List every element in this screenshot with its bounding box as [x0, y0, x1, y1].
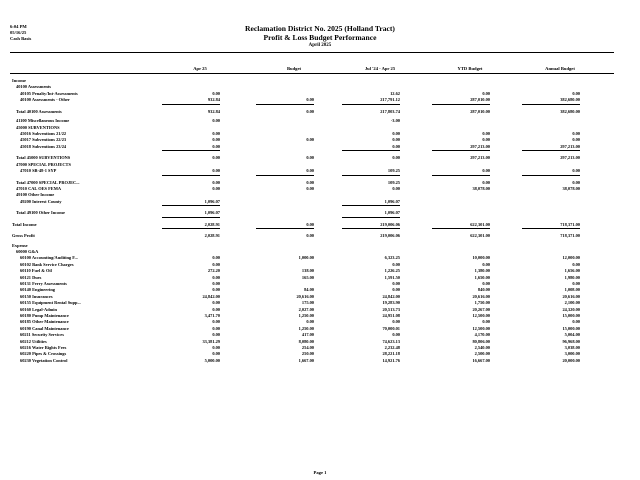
- row-value: 12.62: [390, 90, 400, 96]
- row-label: 60220 Pipes & Crossings: [20, 351, 67, 357]
- row-value: 0.00: [482, 281, 490, 286]
- row-value: 1,096.07: [204, 198, 220, 204]
- total-underline: [256, 175, 314, 176]
- row-value: 0.00: [306, 185, 314, 191]
- row-label: 60155 Equipment Rental Supp...: [20, 300, 81, 306]
- row-value: 1,656.00: [564, 268, 580, 274]
- table-row: [0, 109, 640, 116]
- row-value: 0.00: [212, 351, 220, 357]
- row-value: 217,803.74: [380, 108, 400, 114]
- row-value: 287,010.00: [470, 97, 490, 103]
- row-label: Gross Profit: [12, 233, 35, 239]
- row-value: 84.00: [304, 287, 314, 293]
- row-value: 0.00: [392, 319, 400, 325]
- row-value: 0.00: [212, 332, 220, 338]
- total-underline: [162, 228, 220, 229]
- row-value: 1,750.00: [474, 300, 490, 306]
- row-label: 40105 Penalty/Int-Assessments: [20, 90, 78, 96]
- row-value: 12,000.00: [562, 255, 580, 261]
- row-label: Total 49100 Other Income: [16, 210, 65, 216]
- row-value: 1,650.00: [474, 274, 490, 280]
- row-label: Total 47000 SPECIAL PROJEC...: [16, 179, 80, 185]
- row-value: 297,213.00: [470, 155, 490, 161]
- total-underline: [432, 175, 490, 176]
- row-value: 74,623.13: [382, 338, 400, 344]
- row-label: Total Income: [12, 221, 37, 227]
- row-value: 0.00: [392, 185, 400, 191]
- row-label: 60185 Other Maintenance: [20, 319, 69, 325]
- row-value: 0.00: [212, 261, 220, 267]
- row-value: 80,806.00: [472, 338, 490, 344]
- row-value: 1,008.00: [564, 287, 580, 293]
- row-value: 20,000.00: [562, 357, 580, 363]
- header-rule: [10, 52, 614, 53]
- row-value: 0.00: [212, 319, 220, 325]
- total-underline: [342, 175, 400, 176]
- row-value: 0.00: [212, 168, 220, 173]
- row-label: 47010 SB-48-1 SYP: [20, 168, 57, 173]
- row-label: 45018 Subventions 23/24: [20, 143, 67, 149]
- row-value: 0.00: [572, 261, 580, 267]
- row-value: 14,921.76: [382, 357, 400, 363]
- row-label: 40100 Assessments: [16, 84, 52, 90]
- row-label: 41100 Miscellaneous Income: [16, 118, 70, 124]
- row-value: 0.00: [212, 287, 220, 293]
- row-value: 840.00: [477, 287, 490, 293]
- row-value: 250.00: [301, 351, 314, 357]
- row-value: 0.00: [482, 90, 490, 96]
- total-underline: [256, 228, 314, 229]
- row-value: 622,301.00: [470, 221, 490, 227]
- row-value: 3,038.00: [564, 345, 580, 350]
- row-value: 3,000.00: [564, 351, 580, 357]
- row-value: 0.00: [392, 287, 400, 293]
- row-value: 2,100.00: [564, 300, 580, 306]
- row-label: 60216 Water Rights Fees: [20, 345, 67, 350]
- row-value: 1,250.00: [298, 325, 314, 331]
- row-value: 165.00: [301, 274, 314, 280]
- row-value: 382,680.00: [560, 97, 580, 103]
- row-value: 1,980.00: [564, 274, 580, 280]
- total-underline: [162, 104, 220, 105]
- row-value: 38,078.00: [472, 185, 490, 191]
- report-period: April 2025: [308, 43, 332, 48]
- table-row: [0, 168, 640, 175]
- row-value: 0.00: [482, 130, 490, 136]
- row-value: 0.00: [306, 168, 314, 173]
- row-value: 4,170.00: [474, 332, 490, 338]
- row-label: 60160 Legal-Admin: [20, 306, 57, 312]
- row-value: 0.00: [392, 281, 400, 286]
- row-label: 60180 Pump Maintenance: [20, 313, 69, 318]
- row-value: 2,500.00: [474, 351, 490, 357]
- total-underline: [162, 150, 220, 151]
- row-value: 0.00: [212, 90, 220, 96]
- row-value: 0.00: [572, 130, 580, 136]
- row-value: 2,232.48: [384, 345, 400, 350]
- row-value: 28,221.18: [382, 351, 400, 357]
- row-label: 60102 Bank Service Charges: [20, 261, 74, 267]
- row-value: 0.00: [572, 137, 580, 143]
- row-value: 15,000.00: [562, 313, 580, 318]
- row-value: 16,667.00: [472, 357, 490, 363]
- row-value: 1,096.07: [384, 210, 400, 216]
- row-value: 297,213.00: [560, 143, 580, 149]
- row-value: 109.25: [387, 179, 400, 185]
- row-value: 2,027.00: [298, 306, 314, 312]
- total-underline: [342, 150, 400, 151]
- row-value: 38,078.00: [562, 185, 580, 191]
- row-value: 0.00: [572, 179, 580, 185]
- total-underline: [432, 150, 490, 151]
- row-value: 0.00: [212, 306, 220, 312]
- row-label: 40100 Assessments - Other: [20, 97, 70, 103]
- row-value: 0.00: [306, 97, 314, 103]
- row-value: 622,301.00: [470, 233, 490, 239]
- row-value: 6,323.25: [384, 255, 400, 261]
- row-value: 0.00: [212, 281, 220, 286]
- row-value: 219,006.06: [380, 233, 400, 239]
- total-underline: [522, 150, 580, 151]
- row-value: 1,096.07: [384, 198, 400, 204]
- row-value: 0.00: [306, 179, 314, 185]
- row-value: 0.00: [212, 118, 220, 124]
- row-value: 24,842.00: [202, 293, 220, 299]
- row-label: Total 45000 SUBVENTIONS: [16, 155, 71, 161]
- row-label: 60230 Vegetation Control: [20, 357, 68, 363]
- row-value: 297,213.00: [470, 143, 490, 149]
- row-value: 0.00: [392, 332, 400, 338]
- row-value: 1,667.00: [298, 357, 314, 363]
- row-value: 12,500.00: [472, 325, 490, 331]
- row-value: 20,513.73: [382, 306, 400, 312]
- row-value: 8,080.00: [298, 338, 314, 344]
- row-value: 0.00: [482, 319, 490, 325]
- row-value: -3.00: [390, 118, 400, 124]
- row-value: 33,381.29: [202, 338, 220, 344]
- report-subtitle: Profit & Loss Budget Performance: [263, 33, 377, 42]
- column-header-annual-budget: Annual Budget: [545, 66, 575, 71]
- row-value: 0.00: [482, 137, 490, 143]
- row-value: 0.00: [212, 345, 220, 350]
- row-value: 0.00: [572, 168, 580, 173]
- row-label: 49200 Interest County: [20, 198, 62, 204]
- row-value: 0.00: [306, 319, 314, 325]
- row-value: 417.00: [301, 332, 314, 338]
- report-title: Reclamation District No. 2025 (Holland Tract): [245, 24, 395, 33]
- row-value: 0.00: [212, 137, 220, 143]
- row-value: 0.00: [212, 155, 220, 161]
- total-underline: [522, 228, 580, 229]
- table-row: [0, 144, 640, 151]
- table-row: [0, 222, 640, 229]
- row-label: 45017 Subventions 22/23: [20, 137, 67, 143]
- row-value: 24,951.08: [382, 313, 400, 318]
- column-header-budget: Budget: [286, 66, 302, 71]
- row-value: 0.00: [306, 233, 314, 239]
- total-underline: [432, 228, 490, 229]
- row-value: 138.00: [301, 268, 314, 274]
- row-value: 12,500.00: [472, 313, 490, 318]
- row-value: 254.00: [301, 345, 314, 350]
- row-label: 45000 SUBVENTIONS: [16, 124, 60, 130]
- row-label: 47010 CAL OES FEMA: [16, 185, 62, 191]
- row-value: 0.00: [306, 221, 314, 227]
- row-value: 20,616.00: [562, 293, 580, 299]
- row-label: 60212 Utilities: [20, 338, 47, 344]
- report-basis: Cash Basis: [10, 36, 32, 41]
- row-value: 10,000.00: [472, 255, 490, 261]
- row-label: 60190 Canal Maintenance: [20, 325, 69, 331]
- row-value: 1,096.07: [204, 210, 220, 216]
- row-value: 0.00: [572, 319, 580, 325]
- total-underline: [162, 217, 220, 218]
- table-row: [0, 97, 640, 104]
- column-header-ytd: Jul '24 - Apr 25: [364, 66, 396, 71]
- row-label: 60211 Security Services: [20, 332, 64, 338]
- row-value: 287,010.00: [470, 108, 490, 114]
- column-header-apr: Apr 25: [193, 66, 207, 71]
- row-value: 2,028.91: [204, 233, 220, 239]
- row-value: 0.00: [392, 130, 400, 136]
- row-value: 0.00: [212, 143, 220, 149]
- row-label: 60000 G&A: [16, 249, 39, 254]
- row-label: 49100 Other Income: [16, 192, 55, 198]
- row-label: Total 40100 Assessments: [16, 108, 62, 114]
- row-value: 0.00: [392, 143, 400, 149]
- report-time: 6:04 PM: [10, 24, 27, 29]
- row-value: 24,320.00: [562, 306, 580, 312]
- row-value: 1,380.00: [474, 268, 490, 274]
- row-value: 0.00: [392, 155, 400, 161]
- row-value: 5,004.00: [564, 332, 580, 338]
- row-value: 0.00: [392, 137, 400, 143]
- total-underline: [432, 104, 490, 105]
- row-value: 0.00: [212, 300, 220, 306]
- row-value: 109.25: [387, 168, 400, 173]
- row-value: 217,791.12: [380, 97, 400, 103]
- row-value: 219,006.06: [380, 221, 400, 227]
- row-value: 0.00: [482, 261, 490, 267]
- row-value: 0.00: [482, 168, 490, 173]
- row-label: Income: [12, 78, 26, 83]
- row-value: 297,213.00: [560, 155, 580, 161]
- row-value: 1,226.25: [384, 268, 400, 274]
- row-value: 96,968.00: [562, 338, 580, 344]
- row-value: 272.20: [207, 268, 220, 274]
- column-header-ytd-budget: YTD Budget: [457, 66, 483, 71]
- row-label: 60140 Engineering: [20, 287, 56, 293]
- row-value: 0.00: [212, 325, 220, 331]
- row-value: 1,591.50: [384, 274, 400, 280]
- row-value: 20,267.00: [472, 306, 490, 312]
- total-underline: [256, 104, 314, 105]
- row-value: 0.00: [572, 281, 580, 286]
- row-label: 60131 Ferry Assessments: [20, 281, 67, 286]
- row-value: 20,616.00: [296, 293, 314, 299]
- row-value: 175.00: [301, 300, 314, 306]
- row-value: 0.00: [212, 274, 220, 280]
- total-underline: [342, 205, 400, 206]
- row-value: 0.00: [212, 185, 220, 191]
- row-value: 0.00: [572, 90, 580, 96]
- row-value: 2,028.91: [204, 221, 220, 227]
- row-label: 45016 Subventions 21/22: [20, 130, 67, 136]
- row-value: 932.84: [207, 97, 220, 103]
- row-value: 0.00: [212, 255, 220, 261]
- row-label: 60150 Insurances: [20, 293, 53, 299]
- row-label: 60121 Dues: [20, 274, 42, 280]
- report-date: 05/16/25: [10, 30, 27, 35]
- total-underline: [522, 175, 580, 176]
- row-value: 2,540.00: [474, 345, 490, 350]
- row-label: 60100 Accounting/Auditing F...: [20, 255, 78, 261]
- row-label: 60110 Fuel & Oil: [20, 268, 52, 274]
- row-value: 1,000.00: [298, 255, 314, 261]
- row-value: 5,000.00: [204, 357, 220, 363]
- row-value: 718,371.00: [560, 221, 580, 227]
- total-underline: [522, 104, 580, 105]
- row-value: 718,371.00: [560, 233, 580, 239]
- total-underline: [162, 175, 220, 176]
- row-value: 19,283.90: [382, 300, 400, 306]
- total-underline: [342, 217, 400, 218]
- table-row: [0, 233, 640, 240]
- row-value: 0.00: [482, 179, 490, 185]
- row-value: 0.00: [212, 130, 220, 136]
- table-row: [0, 199, 640, 206]
- row-value: 3,471.70: [204, 313, 220, 318]
- table-row: [0, 358, 640, 365]
- row-value: 0.00: [212, 179, 220, 185]
- row-value: 1,250.00: [298, 313, 314, 318]
- page-number: Page 1: [313, 470, 327, 475]
- row-label: Expense: [12, 242, 28, 248]
- total-underline: [162, 205, 220, 206]
- table-row: [0, 210, 640, 217]
- total-underline: [342, 104, 400, 105]
- total-underline: [342, 228, 400, 229]
- row-value: 0.00: [306, 137, 314, 143]
- row-value: 70,000.01: [382, 325, 400, 331]
- row-label: 47000 SPECIAL PROJECTS: [16, 161, 71, 167]
- row-value: 20,616.00: [472, 293, 490, 299]
- column-rule: [10, 73, 614, 74]
- row-value: 24,842.00: [382, 293, 400, 299]
- row-value: 382,680.00: [560, 108, 580, 114]
- row-value: 0.00: [306, 108, 314, 114]
- row-value: 15,000.00: [562, 325, 580, 331]
- row-value: 0.00: [306, 155, 314, 161]
- row-value: 0.00: [392, 261, 400, 267]
- row-value: 932.84: [207, 108, 220, 114]
